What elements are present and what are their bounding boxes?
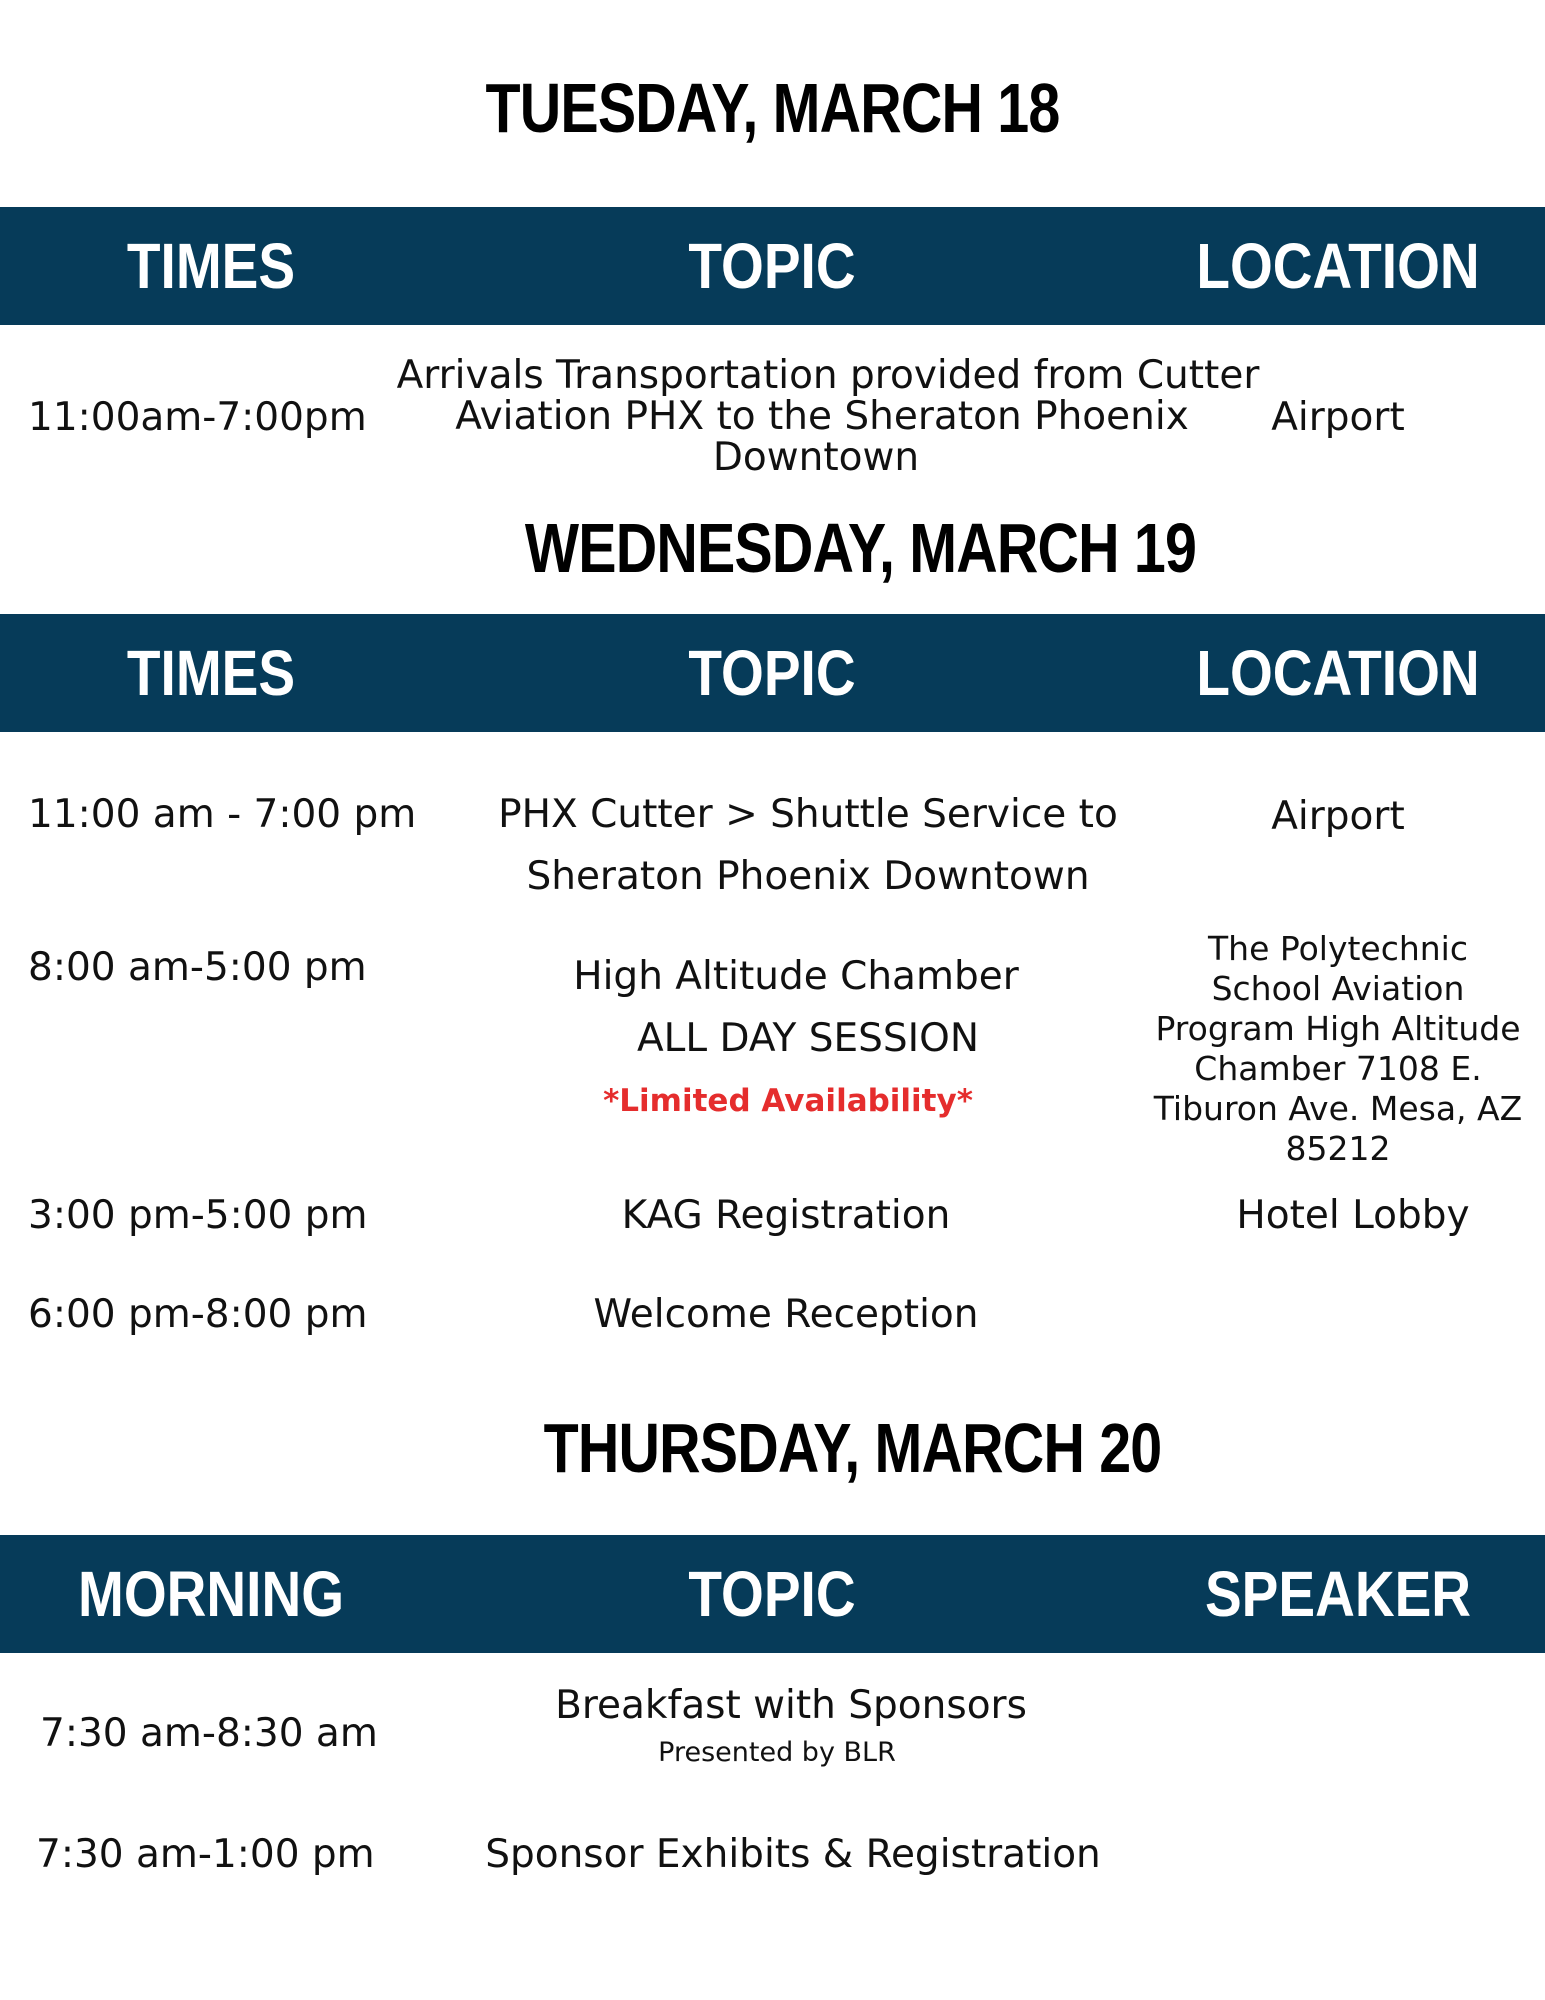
day-title-wednesday: WEDNESDAY, MARCH 19 (524, 509, 1197, 587)
row-topic-line: Downtown (712, 435, 920, 480)
header-speaker: SPEAKER (1204, 1558, 1472, 1630)
limited-availability-note: *Limited Availability* (603, 1083, 973, 1119)
row-time: 11:00 am - 7:00 pm (28, 792, 417, 837)
row-location-line: Chamber 7108 E. (1194, 1049, 1482, 1088)
row-time: 7:30 am-8:30 am (40, 1711, 378, 1756)
header-location: LOCATION (1196, 230, 1480, 302)
day-title-tuesday: TUESDAY, MARCH 18 (485, 69, 1060, 147)
header-topic: TOPIC (688, 230, 856, 302)
row-topic-line: Aviation PHX to the Sheraton Phoenix (455, 394, 1189, 439)
row-location-line: School Aviation (1211, 969, 1465, 1008)
row-topic: Sponsor Exhibits & Registration (485, 1832, 1101, 1877)
row-time: 6:00 pm-8:00 pm (28, 1292, 368, 1337)
row-location-line: The Polytechnic (1207, 929, 1469, 968)
row-topic: Breakfast with Sponsors (555, 1683, 1027, 1728)
row-topic-line: Sheraton Phoenix Downtown (526, 854, 1090, 899)
row-topic-sub: Presented by BLR (658, 1737, 896, 1768)
header-topic: TOPIC (688, 1558, 856, 1630)
row-topic-line: PHX Cutter > Shuttle Service to (498, 792, 1118, 837)
table-header-thursday (0, 1535, 1545, 1653)
row-topic: KAG Registration (621, 1193, 951, 1238)
header-topic: TOPIC (688, 637, 856, 709)
table-header-tuesday (0, 207, 1545, 325)
row-location-line: 85212 (1285, 1129, 1391, 1168)
table-header-wednesday (0, 614, 1545, 732)
row-time: 8:00 am-5:00 pm (28, 945, 367, 990)
row-topic: Welcome Reception (593, 1292, 979, 1337)
header-morning: MORNING (77, 1558, 345, 1630)
row-location: Airport (1271, 794, 1405, 839)
row-time: 7:30 am-1:00 pm (36, 1832, 375, 1877)
row-location-line: Tiburon Ave. Mesa, AZ (1153, 1089, 1523, 1128)
row-time: 3:00 pm-5:00 pm (28, 1193, 368, 1238)
row-topic-line: High Altitude Chamber (573, 954, 1019, 999)
row-topic-line: Arrivals Transportation provided from Cutter (396, 353, 1260, 398)
row-topic-line: ALL DAY SESSION (636, 1016, 980, 1061)
day-title-thursday: THURSDAY, MARCH 20 (543, 1409, 1162, 1487)
row-location-line: Program High Altitude (1155, 1009, 1521, 1048)
header-times: TIMES (126, 637, 296, 709)
header-location: LOCATION (1196, 637, 1480, 709)
row-location: Hotel Lobby (1236, 1193, 1470, 1238)
header-times: TIMES (126, 230, 296, 302)
row-time: 11:00am-7:00pm (28, 395, 367, 440)
row-location: Airport (1271, 395, 1405, 440)
